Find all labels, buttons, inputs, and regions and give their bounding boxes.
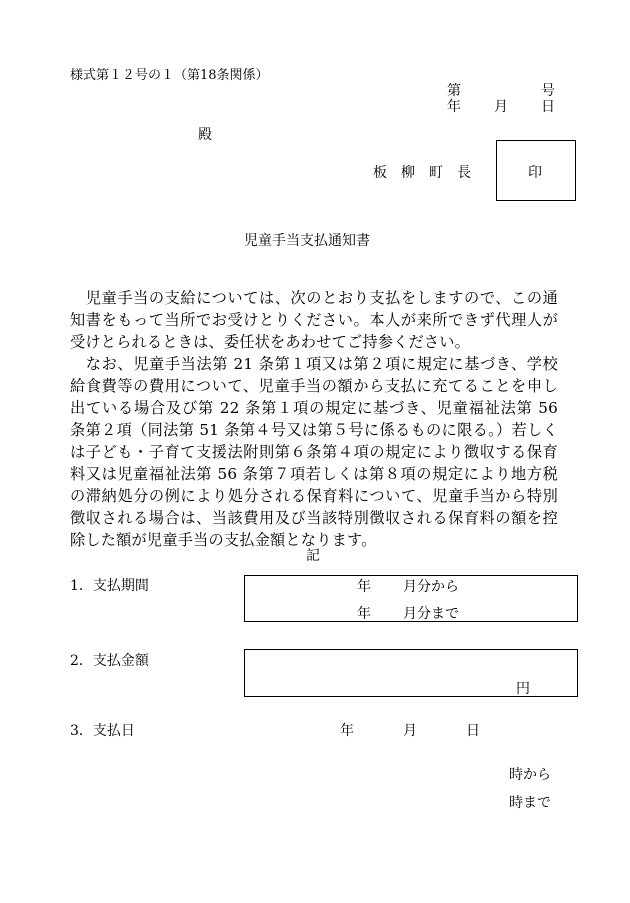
issuer-name: 板 柳 町 長 <box>373 165 471 181</box>
payment-date-year: 年 <box>340 723 354 739</box>
seal-label: 印 <box>528 165 542 181</box>
item-payment-date-label: 3．支払日 <box>70 723 135 739</box>
paragraph-deduction-notice: なお、児童手当法第 21 条第１項又は第２項に規定に基づき、学校給食費等の費用について、児童手当の額から支払に充てることを申し出ている場合及び第 22 条第１項の規定に基づき、児童福祉法第 56 条第２項（同法第 51 条第４号又は第５号に係るものに限る。）若しくは子ども・子育て支援法附則第６条第４項の規定により徴収する保育料又は児童福祉法第 56 条第７項若しくは第８項の規定により地方税の滞納処分の例により処分される保育料について、児童手当から特別徴収される場合は、当該費用及び当該特別徴収される保育料の額を控除した額が児童手当の支払金額となります。 <box>70 355 558 549</box>
item-payment-period-label: 1．支払期間 <box>70 578 149 594</box>
payment-period-box[interactable] <box>244 575 578 622</box>
seal-box <box>496 140 576 201</box>
item-payment-amount-label: 2．支払金額 <box>70 653 149 669</box>
period-to-year: 年 <box>357 606 371 622</box>
number-label-go: 号 <box>541 83 555 99</box>
number-label-dai: 第 <box>447 83 461 99</box>
date-label-month: 月 <box>494 99 508 115</box>
date-label-year: 年 <box>447 99 461 115</box>
period-from-suffix: 月分から <box>403 579 459 595</box>
addressee-suffix: 殿 <box>198 127 212 143</box>
date-label-day: 日 <box>541 99 555 115</box>
ki-marker: 記 <box>306 548 320 564</box>
payment-amount-box[interactable] <box>244 649 578 697</box>
amount-unit-yen: 円 <box>516 681 530 697</box>
time-from: 時から <box>509 767 551 783</box>
paragraph-payment-notice: 児童手当の支給については、次のとおり支払をしますので、この通知書をもって当所でお受けとりください。本人が来所できず代理人が受けとられるときは、委任状をあわせてご持参ください。 <box>70 289 558 351</box>
time-to: 時まで <box>509 795 551 811</box>
period-from-year: 年 <box>357 579 371 595</box>
document-title: 児童手当支払通知書 <box>244 233 370 249</box>
payment-date-day: 日 <box>466 723 480 739</box>
form-number: 様式第１２号の１（第18条関係） <box>70 68 269 83</box>
period-to-suffix: 月分まで <box>403 606 459 622</box>
payment-date-month: 月 <box>403 723 417 739</box>
